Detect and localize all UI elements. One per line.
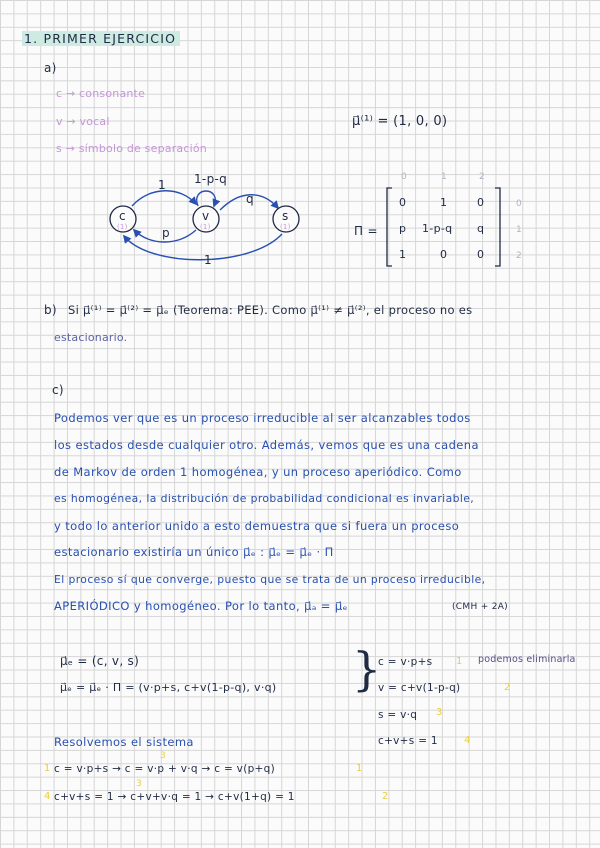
step2-sup: 3: [136, 779, 142, 789]
part-b-label: b): [44, 303, 57, 317]
edge-v-loop-label: 1-p-q: [194, 172, 228, 186]
matrix-cell-1-0: p: [399, 222, 407, 235]
matrix-cell-2-2: 0: [477, 248, 485, 261]
step2-num: 4: [44, 791, 51, 802]
matrix-col-2: 2: [479, 172, 485, 182]
edge-v-to-c-label: p: [162, 226, 170, 240]
node-s-label: s: [282, 209, 289, 223]
equation-mu-e-pi: μ⃗ₑ = μ⃗ₑ · Π = (v·p+s, c+v(1-p-q), v·q): [60, 681, 277, 694]
matrix-col-1: 1: [441, 172, 447, 182]
matrix-brackets: [0, 0, 600, 300]
legend-vowel: v → vocal: [56, 115, 110, 128]
para1-line-3: de Markov de orden 1 homogénea, y un proceso aperiódico. Como: [54, 465, 462, 479]
step2-text: c+v+s = 1 → c+v+v·q = 1 → c+v(1+q) = 1: [54, 791, 295, 803]
matrix-label: Π =: [354, 224, 378, 238]
para1-line-2: los estados desde cualquier otro. Además, vemos que es una cadena: [54, 438, 479, 452]
node-c-label: c: [119, 209, 126, 223]
edge-v-to-s-label: q: [246, 192, 254, 206]
node-s-sub: (1): [280, 223, 291, 231]
matrix-cell-1-1: 1-p-q: [422, 222, 453, 235]
section-heading: 1. PRIMER EJERCICIO: [22, 31, 180, 46]
step1-num: 1: [44, 763, 51, 774]
para1-line-5: y todo lo anterior unido a esto demuestra que si fuera un proceso: [54, 519, 460, 533]
matrix-row-0: 0: [516, 199, 522, 209]
system-eq-4: c+v+s = 1: [378, 735, 438, 747]
matrix-cell-1-2: q: [477, 222, 485, 235]
matrix-cell-0-1: 1: [440, 196, 448, 209]
para1-line-6: estacionario existiría un único μ⃗ₑ : μ⃗ₑ = μ⃗ₑ · Π: [54, 545, 334, 559]
system-brace: }: [352, 642, 382, 696]
part-c-label: c): [52, 383, 64, 397]
system-num-3: 3: [436, 707, 443, 718]
system-eq-2: v = c+v(1-p-q): [378, 682, 461, 694]
eliminate-note: podemos eliminarla: [478, 654, 576, 665]
step1-sup: 3: [160, 751, 166, 761]
matrix-cell-2-0: 1: [399, 248, 407, 261]
part-b-line-2: estacionario.: [54, 331, 128, 344]
system-num-4: 4: [464, 735, 471, 746]
matrix-row-2: 2: [516, 251, 522, 261]
matrix-cell-0-0: 0: [399, 196, 407, 209]
part-b-line-1: Si μ⃗⁽¹⁾ = μ⃗⁽²⁾ = μ⃗ₑ (Teorema: PEE). Como μ⃗⁽¹⁾ ≠ μ⃗⁽²⁾, el proceso no es: [68, 303, 473, 317]
legend-separator: s → símbolo de separación: [56, 142, 207, 155]
matrix-cell-0-2: 0: [477, 196, 485, 209]
matrix-col-0: 0: [401, 172, 407, 182]
para2-line-2: APERIÓDICO y homogéneo. Por lo tanto, μ⃗ₐ = μ⃗ₑ: [54, 599, 348, 613]
resolve-heading: Resolvemos el sistema: [54, 735, 194, 749]
para2-line-1: El proceso sí que converge, puesto que se trata de un proceso irreducible,: [54, 573, 486, 586]
initial-distribution: μ⃗⁽¹⁾ = (1, 0, 0): [352, 114, 448, 129]
system-num-2: 2: [504, 682, 511, 693]
node-v-sub: (1): [200, 223, 211, 231]
step2-tail: 2: [382, 791, 389, 802]
para1-line-4: es homogénea, la distribución de probabilidad condicional es invariable,: [54, 492, 475, 505]
node-v-label: v: [202, 209, 210, 223]
system-eq-1: c = v·p+s: [378, 656, 433, 668]
legend-consonant: c → consonante: [56, 87, 146, 100]
part-a-label: a): [44, 61, 57, 75]
edge-s-to-c-label: 1: [204, 253, 212, 267]
equation-mu-e: μ⃗ₑ = (c, v, s): [60, 654, 140, 668]
edge-c-to-v-label: 1: [158, 178, 166, 192]
system-num-1: 1: [456, 656, 463, 667]
system-eq-3: s = v·q: [378, 709, 418, 721]
matrix-row-1: 1: [516, 225, 522, 235]
para1-line-1: Podemos ver que es un proceso irreducible al ser alcanzables todos: [54, 411, 471, 425]
cmh-note: (CMH + 2A): [452, 602, 508, 612]
matrix-cell-2-1: 0: [440, 248, 448, 261]
step1-text: c = v·p+s → c = v·p + v·q → c = v(p+q): [54, 763, 276, 775]
node-c-sub: (1): [117, 223, 128, 231]
step1-tail: 1: [356, 763, 363, 774]
